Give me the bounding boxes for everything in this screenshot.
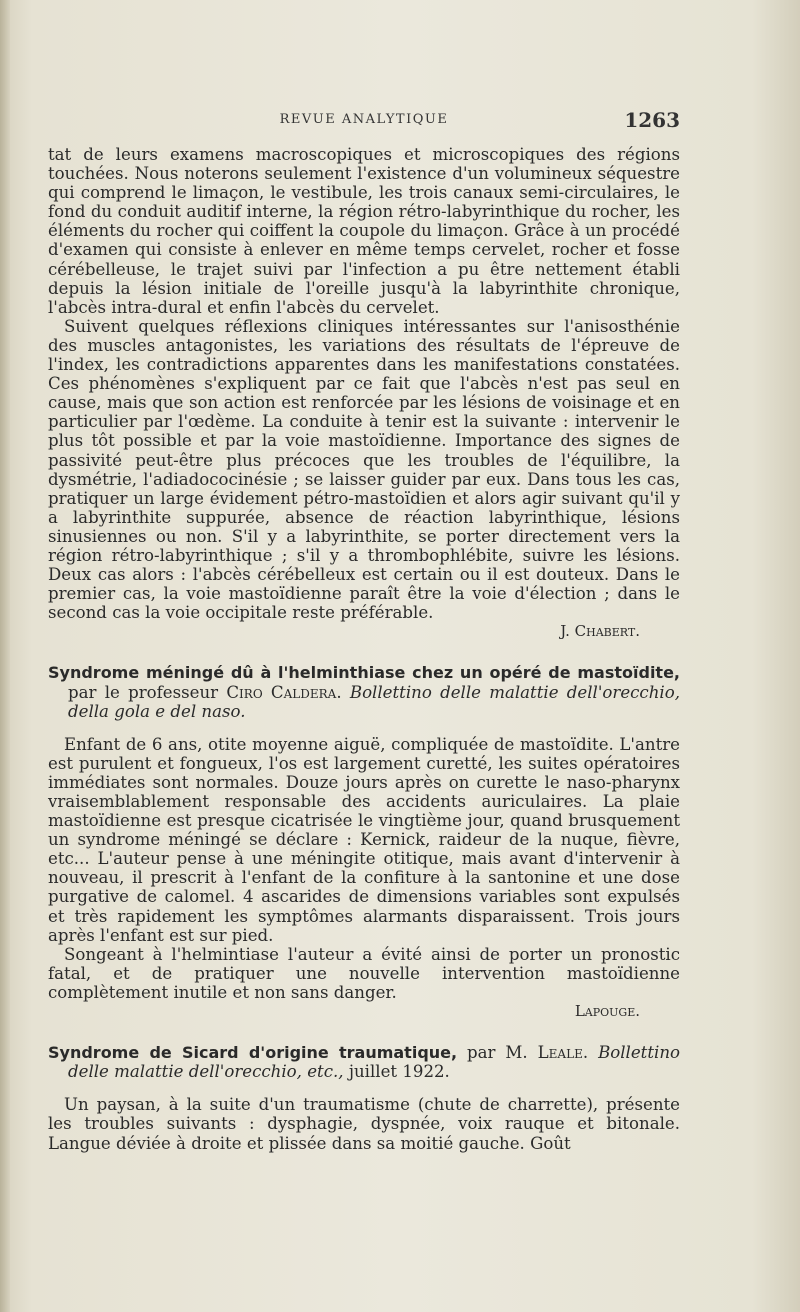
section1-signature: J. Chabert. xyxy=(560,622,640,641)
page-spine-shadow xyxy=(0,0,10,1312)
article3-author: Leale. xyxy=(537,1043,589,1063)
article2-paragraph-1: Enfant de 6 ans, otite moyenne aiguë, compliquée de mastoïdite. L'antre est purulent et fongueux, l'os est largement curetté, les suites opératoires immédiates sont normales. Douze jours après on curette le naso-pharynx vraisemblablement responsable des accidents auriculaires. La plaie mastoïdienne est presque cicatrisée le vingtième jour, quand brusquement un syndrome méningé se déclare : Kernick, raideur de la nuque, fièvre, etc... L'auteur pense à une méningite otitique, mais avant d'intervenir à nouveau, il prescrit à l'enfant de la confiture à la santonine et une dose purgative de calomel. 4 ascarides de dimensions variables sont expulsés et très rapidement les symptômes alarmants disparaissent. Trois jours après l'enfant est sur pied. xyxy=(48,734,680,945)
article3-title: Syndrome de Sicard d'origine traumatique, xyxy=(48,1043,458,1063)
article2-heading xyxy=(48,663,680,720)
article2-paragraph-2: Songeant à l'helmintiase l'auteur a évité ainsi de porter un pronostic fatal, et de pratiquer une nouvelle intervention mastoïdienne complètement inutile et non sans danger. xyxy=(48,944,680,1002)
article2-byline-prefix: par le professeur xyxy=(68,682,219,702)
article2-journal: Bollettino delle malattie dell'orecchio, della gola e del naso. xyxy=(68,682,680,721)
article3-paragraph-1: Un paysan, à la suite d'un traumatisme (chute de charrette), présente les troubles suivants : dysphagie, dyspnée, voix rauque et bitonale. Langue déviée à droite et plissée dans sa moitié gauche. Goût xyxy=(48,1095,680,1153)
article3-byline-prefix: par M. xyxy=(467,1043,528,1063)
running-title: REVUE ANALYTIQUE xyxy=(279,112,449,127)
running-header xyxy=(48,108,680,134)
article2-signature: Lapouge. xyxy=(574,1002,640,1021)
section1-paragraph-2-text: Suivent quelques réflexions cliniques intéressantes sur l'anisosthénie des muscles antagonistes, les variations des résultats de l'épreuve de l'index, les contradictions apparentes dans les manifestations constatées. Ces phénomènes s'expliquent par ce fait que l'abcès n'est pas seul en cause, mais que son action est renforcée par les lésions de voisinage et en particulier par l'œdème. La conduite à tenir est la suivante : intervenir le plus tôt possible et par la voie mastoïdienne. Importance des signes de passivité peut-être plus précoces que les troubles de l'équilibre, la dysmétrie, l'adiadococinésie ; se laisser guider par eux. Dans tous les cas, pratiquer un large évidement pétro-mastoïdien et alors agir suivant qu'il y a labyrinthite suppurée, absence de réaction labyrinthique, lésions sinusiennes ou non. S'il y a labyrinthite, se porter directement vers la région rétro-labyrinthique ; s'il y a thrombophlébite, suivre les lésions. Deux cas alors : l'abcès cérébelleux est certain ou il est douteux. Dans le premier cas, la voie mastoïdienne paraît être la voie d'élection ; dans le second cas la voie occipitale reste préférable. xyxy=(48,316,680,623)
body-text xyxy=(48,145,680,1153)
page-number: 1263 xyxy=(624,108,680,132)
article3-date: juillet 1922. xyxy=(348,1062,450,1082)
article2-title: Syndrome méningé dû à l'helminthiase chez un opéré de mastoïdite, xyxy=(48,663,680,683)
section1-paragraph-2 xyxy=(48,317,680,623)
article2-author: Ciro Caldera. xyxy=(226,682,342,702)
article3-journal: Bollettino delle malattie dell'orecchio, etc., xyxy=(68,1043,681,1082)
article3-heading xyxy=(48,1043,680,1081)
section1-paragraph-1: tat de leurs examens macroscopiques et microscopiques des régions touchées. Nous noterons seulement l'existence d'un volumineux séquestre qui comprend le limaçon, le vestibule, les trois canaux semi-circulaires, le fond du conduit auditif interne, la région rétro-labyrinthique du rocher, les éléments du rocher qui coiffent la coupole du limaçon. Grâce à un procédé d'examen qui consiste à enlever en même temps cervelet, rocher et fosse cérébelleuse, le trajet suivi par l'infection a pu être nettement établi depuis la lésion initiale de l'oreille jusqu'à la labyrinthite chronique, l'abcès intra-dural et enfin l'abcès du cervelet. xyxy=(48,145,680,317)
